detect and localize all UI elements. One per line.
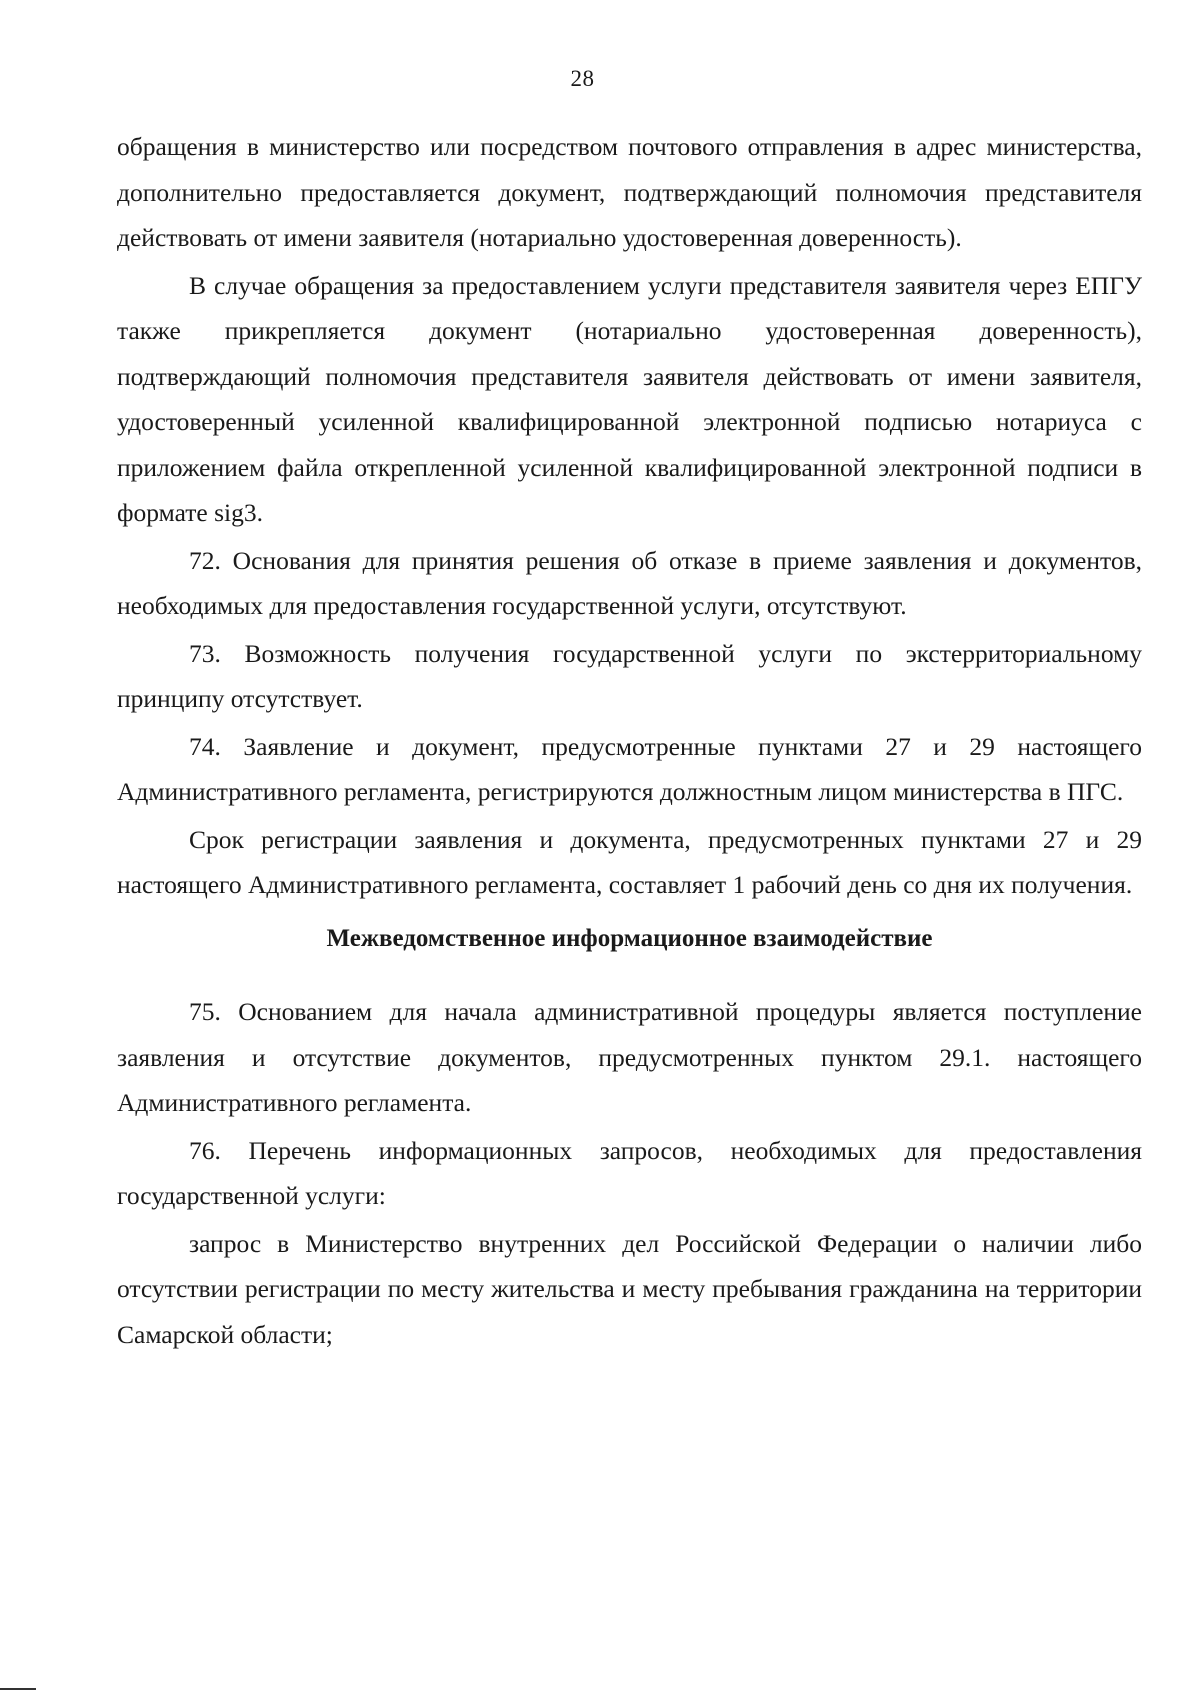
section-heading: Межведомственное информационное взаимодействие	[326, 924, 933, 952]
paragraph-74: 74. Заявление и документ, предусмотренные пунктами 27 и 29 настоящего Административного регламента, регистрируются должностным лицом министерства в ПГС.	[117, 731, 1142, 806]
paragraph-representative-epgu: В случае обращения за предоставлением услуги представителя заявителя через ЕПГУ также прикрепляется документ (нотариально удостоверенная доверенность), подтверждающий полномочия представителя заявителя действовать от имени заявителя, удостоверенный усиленной квалифицированной электронной подписью нотариуса с приложением файла открепленной усиленной квалифицированной электронной подписи в формате sig3.	[117, 270, 1142, 527]
scan-edge-mark	[0, 1688, 36, 1690]
paragraph-75: 75. Основанием для начала административной процедуры является поступление заявления и отсутствие документов, предусмотренных пунктом 29.1. настоящего Административного регламента.	[117, 997, 1142, 1117]
paragraph-73: 73. Возможность получения государственной услуги по экстерриториальному принципу отсутствует.	[117, 638, 1142, 713]
paragraph-registration-term: Срок регистрации заявления и документа, предусмотренных пунктами 27 и 29 настоящего Административного регламента, составляет 1 рабочий день со дня их получения.	[117, 824, 1142, 899]
document-body	[117, 124, 1142, 1359]
paragraph-76: 76. Перечень информационных запросов, необходимых для предоставления государственной услуги:	[117, 1135, 1142, 1210]
paragraph-continuation: обращения в министерство или посредством почтового отправления в адрес министерства, дополнительно предоставляется документ, подтверждающий полномочия представителя действовать от имени заявителя (нотариально удостоверенная доверенность).	[117, 132, 1142, 252]
page-number: 28	[570, 66, 595, 91]
paragraph-mvd-request: запрос в Министерство внутренних дел Российской Федерации о наличии либо отсутствии регистрации по месту жительства и месту пребывания гражданина на территории Самарской области;	[117, 1228, 1142, 1349]
paragraph-72: 72. Основания для принятия решения об отказе в приеме заявления и документов, необходимых для предоставления государственной услуги, отсутствуют.	[117, 545, 1142, 620]
